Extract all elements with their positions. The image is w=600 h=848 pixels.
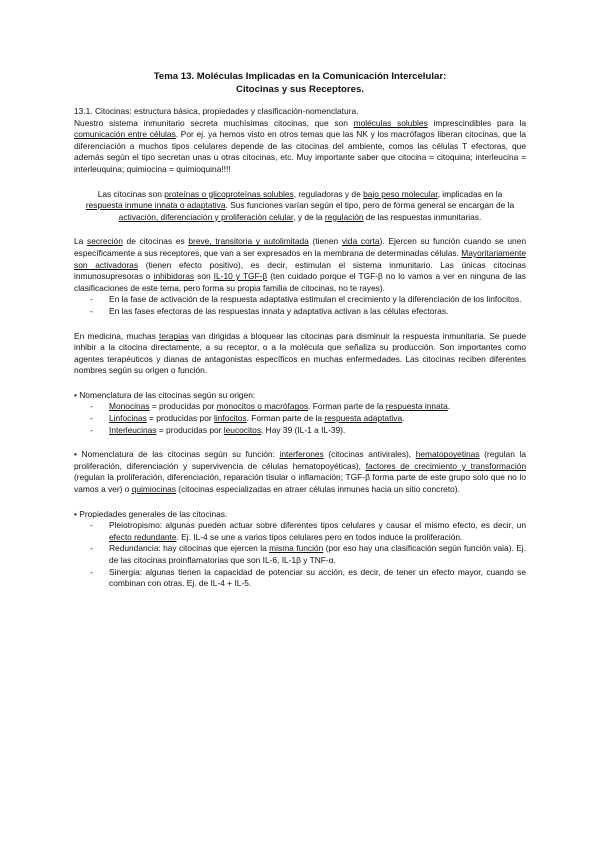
- underlined-term: regulación: [324, 211, 364, 222]
- text: .: [447, 401, 451, 412]
- underlined-term: moléculas solubles: [353, 117, 428, 128]
- underlined-term: leucocitos: [223, 424, 262, 435]
- underlined-term: Mayoritariamente son activadoras: [74, 247, 526, 270]
- text: . Ej. IL-4 se une a varios tipos celulares pero en todos induce la proliferación.: [176, 531, 463, 542]
- function-paragraph: [74, 449, 526, 495]
- text: • Nomenclatura de las citocinas según su función:: [74, 449, 280, 460]
- underlined-term: respuesta innata: [385, 401, 448, 412]
- text: , reguladoras y de: [293, 188, 364, 199]
- text: , y de la: [293, 211, 325, 222]
- text: (tienen: [308, 236, 342, 247]
- list-item: - En la fase de activación de la respuesta adaptativa estimulan el crecimiento y la diferenciación de los linfocitos.: [90, 294, 526, 306]
- underlined-term: linfocitos: [214, 413, 247, 424]
- text: de las respuestas inmunitarias.: [363, 211, 482, 222]
- underlined-term: factores de crecimiento y transformación: [365, 460, 527, 471]
- underlined-term: respuesta inmune innata o adaptativa: [85, 200, 226, 211]
- underlined-term: Linfocinas: [109, 413, 147, 424]
- document-title: [74, 70, 526, 96]
- text: . Hay 39 (IL-1 a IL-39).: [261, 424, 346, 435]
- properties-list: [74, 520, 526, 590]
- underlined-term: vida corta: [341, 236, 380, 247]
- text: Las citocinas son: [97, 188, 165, 199]
- list-item: [90, 425, 526, 437]
- text: En medicina, muchas: [74, 330, 159, 341]
- secretion-paragraph: [74, 236, 526, 294]
- text: . Forman parte de la: [308, 401, 386, 412]
- text: = producidas por: [156, 424, 224, 435]
- text: (regulan la proliferación, diferenciación, reparación tisular o inflamación; TGF-β forma parte de este grupo solo que no lo vamos a ver) o: [74, 472, 526, 495]
- text: = producidas por: [149, 401, 217, 412]
- text: Pleiotropismo: algunas pueden actuar sobre diferentes tipos celulares y causar el mismo efecto, es decir, un: [109, 520, 526, 531]
- therapy-paragraph: [74, 331, 526, 377]
- text: (ten cuidado porque el TGF-β no lo vamos a ver en ninguna de las clasificaciones de este tema, pero forma su propia familia de citocinas, no te rayes).: [74, 271, 526, 293]
- text: . Forman parte de la: [246, 413, 325, 424]
- underlined-term: monocitos o macrófagos: [216, 401, 309, 412]
- text: imprescindibles para la: [427, 117, 526, 128]
- text: La: [74, 236, 88, 247]
- underlined-term: breve, transitoria y autolimitada: [188, 236, 309, 247]
- title-line-1: Tema 13. Moléculas Implicadas en la Comunicación Intercelular:: [153, 71, 447, 82]
- text: . Por ej. ya hemos visto en otros temas que las NK y los macrófagos liberan citocinas, que la diferenciación a muchos tipos celulares depende de las citocinas del ambiente, comos las células T efectoras, que además según el tipo secretan unas u otras citocinas, etc. Muy importante saber que citocina = citoquina; interleucina = interleuquina; quimiocina = quimioquina!!!!: [74, 129, 526, 174]
- list-item: - En las fases efectoras de las respuestas innata y adaptativa activan a las células efectoras.: [90, 306, 526, 318]
- text: Nuestro sistema inmunitario secreta muchísimas citocinas, que son: [74, 117, 354, 128]
- underlined-term: proteínas o glicoproteínas solubles: [164, 188, 294, 199]
- underlined-term: inhibidoras: [153, 271, 195, 282]
- list-item: [90, 401, 526, 413]
- text: , implicadas en la: [437, 188, 503, 199]
- underlined-term: quimiocinas: [131, 484, 176, 495]
- underlined-term: Interleucinas: [109, 424, 157, 435]
- text: (regulan la proliferación, diferenciación y supervivencia de células hematopoyéticas),: [74, 449, 526, 471]
- underlined-term: comunicación entre células: [74, 129, 176, 140]
- text: ). Ejercen su función cuando se unen específicamente a sus receptores, que van a ser expresados en la membrana de determinadas células.: [74, 236, 527, 258]
- underlined-term: hematopoyetinas: [415, 449, 480, 460]
- underlined-term: interferones: [279, 449, 324, 460]
- text: Redundancia: hay citocinas que ejercen la: [109, 543, 270, 554]
- list-item: [90, 520, 526, 543]
- text: = producidas por: [146, 413, 214, 424]
- list-item: - Sinergia: algunas tienen la capacidad de potenciar su acción, es decir, de tener un efecto mayor, cuando se combinan con otras. Ej. de IL-4 + IL-5.: [90, 567, 526, 590]
- text: son: [194, 271, 214, 282]
- underlined-term: Monocinas: [109, 401, 150, 412]
- underlined-term: bajo peso molecular: [363, 188, 438, 199]
- definition-paragraph: [74, 189, 526, 224]
- underlined-term: respuesta adaptativa: [324, 413, 403, 424]
- underlined-term: efecto redundante: [109, 531, 177, 542]
- text: . Sus funciones varían según el tipo, pero de forma general se encargan de la: [225, 200, 515, 211]
- text: de citocinas es: [122, 236, 189, 247]
- text: (citocinas especializadas en atraer células inmunes hacia un sitio concreto).: [175, 484, 460, 495]
- underlined-term: terapias: [159, 330, 189, 341]
- origin-heading: • Nomenclatura de las citocinas según su origen:: [74, 389, 256, 400]
- underlined-term: misma función: [269, 543, 324, 554]
- section-heading: 13.1. Citocinas: estructura básica, propiedades y clasificación-nomenclatura.: [74, 106, 359, 116]
- document-page: [74, 70, 526, 590]
- text: .: [402, 413, 405, 424]
- list-item: [90, 413, 526, 425]
- underlined-term: IL-10 y TGF-β: [213, 271, 268, 282]
- text: (tienen efecto positivo), es decir, estimulan el sistema inmunitario. Las únicas citocinas inmunosupresoras o: [74, 259, 526, 282]
- title-line-2: Citocinas y sus Receptores.: [236, 84, 364, 95]
- section-intro-paragraph: [74, 106, 526, 176]
- underlined-term: secreción: [87, 236, 123, 247]
- text: van dirigidas a bloquear las citocinas para disminuir la respuesta inmunitaria. Se puede inhibir a la citocina directamente, a su receptor, o a la molécula que señaliza su producción. Son importantes como agentes terapéuticos y dianas de antagonistas específicos en muchas enfermedades. Las citocinas reciben diferentes nombres según su origen o función.: [74, 330, 526, 376]
- properties-heading: • Propiedades generales de las citocinas.: [74, 508, 228, 519]
- text: (citocinas antivirales),: [323, 449, 416, 460]
- origin-list: [74, 401, 526, 436]
- text: (por eso hay una clasificación según función vaia). Ej. de las citocinas proinflamatorias que son IL-6, IL-1β y TNF-α.: [109, 543, 526, 565]
- underlined-term: activación, diferenciación y proliferación celular: [118, 211, 294, 222]
- list-item: [90, 543, 526, 566]
- phase-list: [74, 294, 526, 317]
